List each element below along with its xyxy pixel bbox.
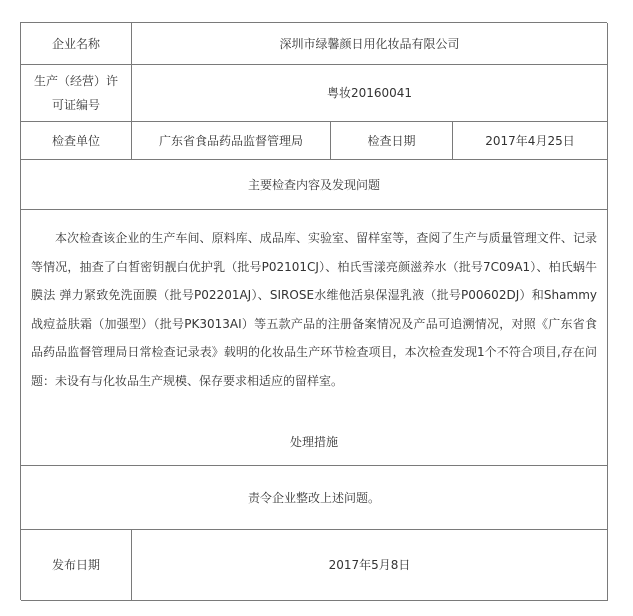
publish-date-label <box>21 530 132 601</box>
publish-date-value <box>132 530 608 601</box>
findings-body-text: 本次检查该企业的生产车间、原料库、成品库、实验室、留样室等，查阅了生产与质量管理文件、记录等情况，抽查了白皙密钥靓白优护乳（批号P02101CJ）、柏氏雪漾亮颜滋养水（批号7C09A1）、柏氏蜗牛膜法 弹力紧致免洗面膜（批号P02201AJ）、SIROSE水维他活泉保湿乳液（批号P00602DJ）和Shammy战痘益肤霜（加强型）（批号PK3013AI）等五款产品的注册备案情况及产品可追溯情况，对照《广东省食品药品监督管理局日常检查记录表》载明的化妆品生产环节检查项目，本次检查发现1个不符合项目,存在问题：未设有与化妆品生产规模、保存要求相适应的留样室。 <box>31 231 597 388</box>
findings-body <box>21 210 608 418</box>
inspection-date-label-text: 检查日期 <box>367 133 416 148</box>
findings-heading <box>21 160 608 210</box>
license-label-line2: 可证编号 <box>51 98 100 112</box>
company-name-label-text: 企业名称 <box>51 36 100 51</box>
publish-date-value-text: 2017年5月8日 <box>328 558 411 572</box>
inspection-record-table <box>20 22 607 600</box>
measures-body-text: 责令企业整改上述问题。 <box>247 490 380 505</box>
license-number-value <box>132 65 608 122</box>
license-label-line1: 生产（经营）许 <box>33 74 118 88</box>
company-name-value <box>132 23 608 65</box>
measures-heading <box>21 418 608 466</box>
inspection-date-value-text: 2017年4月25日 <box>485 133 575 148</box>
license-number-value-text: 粤妆20160041 <box>326 86 413 100</box>
license-number-label <box>21 65 132 122</box>
publish-date-label-text: 发布日期 <box>51 558 100 572</box>
inspection-unit-label <box>21 122 132 160</box>
inspection-date-label <box>331 122 453 160</box>
inspection-unit-value-text: 广东省食品药品监督管理局 <box>158 133 303 148</box>
measures-heading-text: 处理措施 <box>289 435 338 449</box>
inspection-unit-label-text: 检查单位 <box>51 133 100 148</box>
inspection-date-value <box>453 122 608 160</box>
findings-heading-text: 主要检查内容及发现问题 <box>247 177 380 192</box>
inspection-unit-value <box>132 122 331 160</box>
measures-body <box>21 466 608 530</box>
company-name-label <box>21 23 132 65</box>
company-name-value-text: 深圳市绿馨颜日用化妆品有限公司 <box>279 36 460 51</box>
